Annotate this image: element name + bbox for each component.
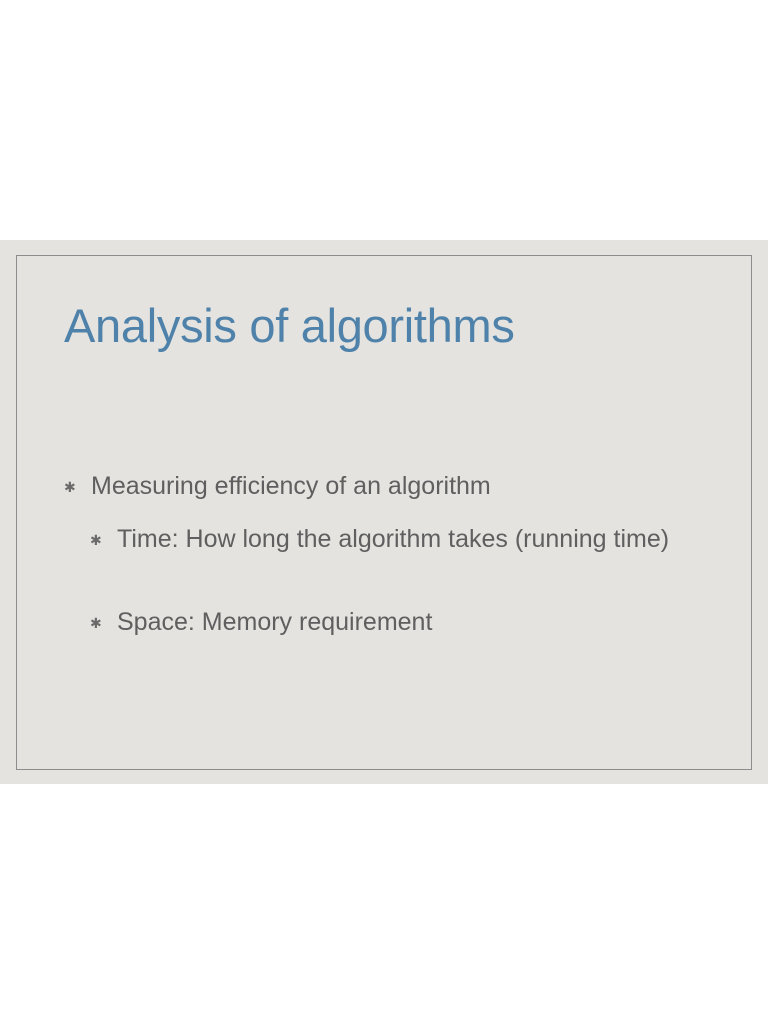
slide-title: Analysis of algorithms (64, 299, 515, 352)
bullet-text: Measuring efficiency of an algorithm (91, 472, 491, 500)
asterisk-bullet-icon: ✱ (90, 615, 102, 631)
bullet-text: Time: How long the algorithm takes (running time) (117, 525, 670, 553)
bullet-text: Space: Memory requirement (117, 608, 433, 636)
asterisk-bullet-icon: ✱ (64, 479, 76, 495)
asterisk-bullet-icon: ✱ (90, 532, 102, 548)
slide (0, 240, 768, 784)
bullet-item (64, 471, 711, 502)
sub-bullet-item (90, 524, 677, 555)
sub-bullet-item (90, 607, 677, 638)
